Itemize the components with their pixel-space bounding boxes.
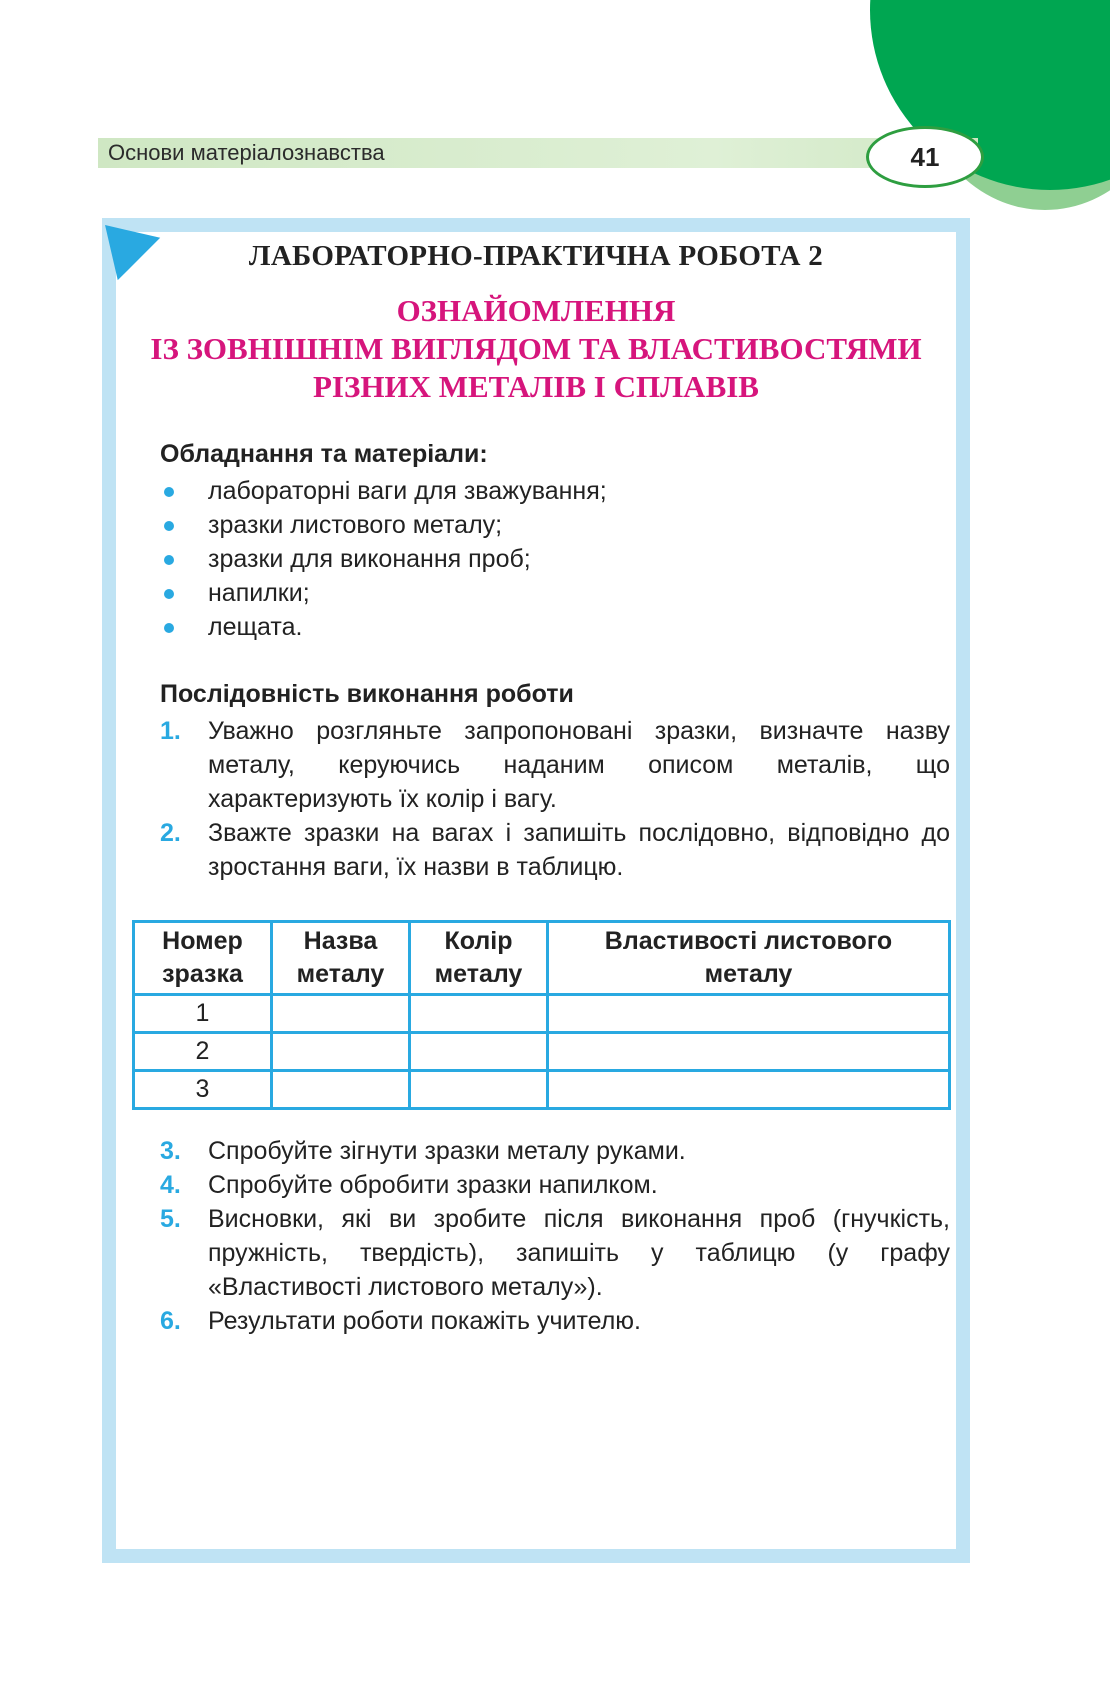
table-row xyxy=(134,1071,950,1109)
column-header: Колір металу xyxy=(410,922,548,995)
list-item: лещата. xyxy=(160,610,607,644)
step-item: 6. Результати роботи покажіть учителю. xyxy=(160,1304,950,1338)
list-item: зразки для виконання проб; xyxy=(160,542,607,576)
step-number: 6. xyxy=(160,1307,181,1335)
table-cell[interactable] xyxy=(548,1033,950,1071)
results-table xyxy=(132,920,951,1110)
table-header-row xyxy=(134,922,950,995)
page-number: 41 xyxy=(866,126,984,188)
table-cell[interactable] xyxy=(410,1033,548,1071)
table-cell: 2 xyxy=(134,1033,272,1071)
step-number: 5. xyxy=(160,1205,181,1233)
step-item: 4. Спробуйте обробити зразки напилком. xyxy=(160,1168,950,1202)
column-header: Назва металу xyxy=(272,922,410,995)
list-item: лабораторні ваги для зважування; xyxy=(160,474,607,508)
table-cell[interactable] xyxy=(410,1071,548,1109)
bullet-icon xyxy=(164,521,174,531)
step-number: 2. xyxy=(160,819,181,847)
table-cell[interactable] xyxy=(272,1071,410,1109)
lab-main-title xyxy=(110,292,962,406)
table-cell[interactable] xyxy=(548,1071,950,1109)
lab-work-title: ЛАБОРАТОРНО-ПРАКТИЧНА РОБОТА 2 xyxy=(248,240,824,272)
table-row xyxy=(134,995,950,1033)
table-cell[interactable] xyxy=(548,995,950,1033)
table-cell[interactable] xyxy=(272,1033,410,1071)
step-item: 5. Висновки, які ви зробите після виконання проб (гнучкість, пружність, твердість), запишіть у таблицю (у графу «Властивості листового металу»). xyxy=(160,1202,950,1304)
step-item: 1. Уважно розгляньте запропоновані зразки, визначте назву металу, керуючись наданим описом металів, що характеризують їх колір і вагу. xyxy=(160,714,950,816)
bullet-icon xyxy=(164,623,174,633)
bullet-icon xyxy=(164,555,174,565)
procedure-steps-after xyxy=(160,1134,950,1338)
bullet-icon xyxy=(164,487,174,497)
step-item: 3. Спробуйте зігнути зразки металу руками. xyxy=(160,1134,950,1168)
column-header: Номер зразка xyxy=(134,922,272,995)
table-cell: 1 xyxy=(134,995,272,1033)
main-title-line: ІЗ ЗОВНІШНІМ ВИГЛЯДОМ ТА ВЛАСТИВОСТЯМИ xyxy=(150,331,922,366)
main-title-line: ОЗНАЙОМЛЕННЯ xyxy=(396,293,676,328)
table-cell[interactable] xyxy=(272,995,410,1033)
section-title: Основи матеріалознавства xyxy=(108,140,385,165)
step-number: 3. xyxy=(160,1137,181,1165)
main-title-line: РІЗНИХ МЕТАЛІВ І СПЛАВІВ xyxy=(313,369,759,404)
procedure-steps-before xyxy=(160,714,950,884)
list-item: зразки листового металу; xyxy=(160,508,607,542)
step-item: 2. Зважте зразки на вагах і запишіть послідовно, відповідно до зростання ваги, їх назви в таблицю. xyxy=(160,816,950,884)
table-cell: 3 xyxy=(134,1071,272,1109)
step-number: 1. xyxy=(160,717,181,745)
bullet-icon xyxy=(164,589,174,599)
list-item: напилки; xyxy=(160,576,607,610)
column-header: Властивості листового металу xyxy=(548,922,950,995)
procedure-heading: Послідовність виконання роботи xyxy=(160,680,574,708)
step-number: 4. xyxy=(160,1171,181,1199)
table-row xyxy=(134,1033,950,1071)
table-cell[interactable] xyxy=(410,995,548,1033)
content-frame xyxy=(102,218,970,1563)
equipment-list xyxy=(160,474,607,644)
equipment-heading: Обладнання та матеріали: xyxy=(160,440,488,468)
